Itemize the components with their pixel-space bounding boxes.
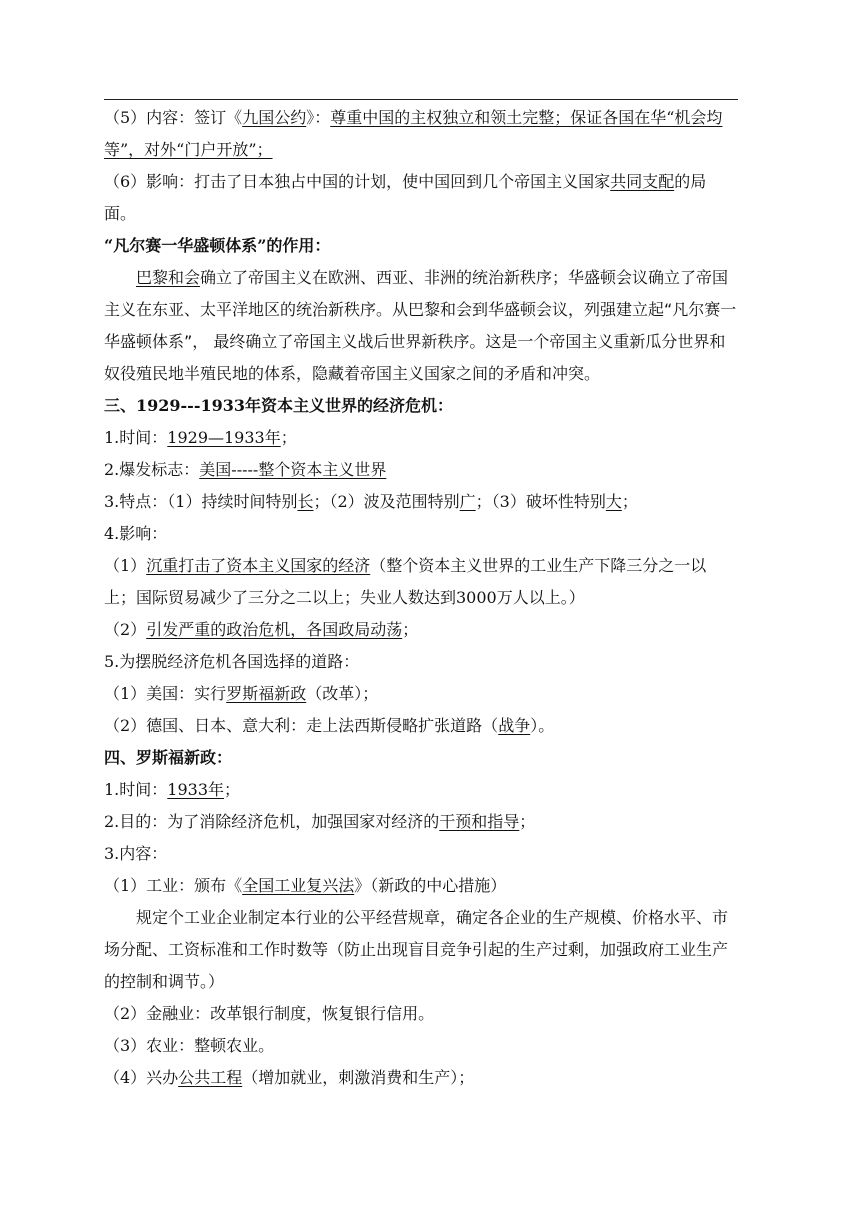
paragraph-r3a (104, 870, 738, 902)
paragraph-c5b (104, 710, 738, 742)
text-run: （1）工业：颁布《 (104, 876, 243, 895)
text-run: 》（新政的中心措施） (354, 876, 507, 895)
text-run: ）。 (530, 716, 555, 735)
text-run: ；（2）波及范围特别 (313, 492, 460, 511)
text-run: 规定个工业企业制定本行业的公平经营规章，确定各企业的生产规模、价格水平、市场分配、工资标准和工作时数等（防止出现盲目竞争引起的生产过剩，加强政府工业生产的控制和调节。） (104, 908, 729, 991)
text-run: （3）农业：整顿农业。 (104, 1036, 275, 1055)
underlined-text: 公共工程 (178, 1068, 243, 1087)
text-run: （2）金融业：改革银行制度，恢复银行信用。 (104, 1004, 435, 1023)
text-run: 2.爆发标志： (104, 460, 200, 479)
paragraph-r3b (104, 998, 738, 1030)
paragraph-c1 (104, 422, 738, 454)
underlined-text: 巴黎和会 (136, 268, 201, 287)
paragraph-c4a (104, 550, 738, 614)
text-run: ； (280, 428, 297, 447)
underlined-text: 大 (605, 492, 622, 511)
text-run: ； (402, 620, 419, 639)
text-run: （1）美国：实行 (104, 684, 227, 703)
underlined-text: 1929—1933年 (167, 428, 281, 447)
text-run: 的局面。 (104, 172, 707, 223)
text-run: ； (224, 780, 241, 799)
text-run: 2.目的：为了消除经济危机，加强国家对经济的 (104, 812, 440, 831)
underlined-text: 美国-----整个资本主义世界 (199, 460, 387, 479)
text-run: 四、罗斯福新政： (104, 748, 233, 767)
paragraph-c3 (104, 486, 738, 518)
paragraph-r3c (104, 1030, 738, 1062)
underlined-text: 尊重中国的主权独立和领土完整；保证各国在华“机会均等”，对外“门户开放”； (104, 108, 723, 159)
text-run: 确立了帝国主义在欧洲、西亚、非洲的统治新秩序；华盛顿会议确立了帝国主义在东亚、太平洋地区的统治新秩序。从巴黎和会到华盛顿会议，列强建立起“凡尔赛一华盛顿体系”， 最终确立了帝国主义战后世界新秩序。这是一个帝国主义重新瓜分世界和奴役殖民地半殖民地的体系，隐藏着帝国主义国家之间的矛盾和冲突。 (104, 268, 737, 383)
paragraph-c5 (104, 646, 738, 678)
underlined-text: 干预和指导 (439, 812, 520, 831)
underlined-text: 共同支配 (610, 172, 675, 191)
text-run: （整个资本主义世界的工业生产下降三分之一以上；国际贸易减少了三分之二以上；失业人数达到3000万人以上。） (104, 556, 707, 607)
text-run: “凡尔赛一华盛顿体系”的作用： (104, 236, 331, 255)
text-run: ； (519, 812, 536, 831)
text-run: （5）内容：签订《 (104, 108, 243, 127)
text-run: ；（3）破坏性特别 (475, 492, 606, 511)
underlined-text: 引发严重的政治危机，各国政局动荡 (146, 620, 403, 639)
paragraph-p6 (104, 166, 738, 230)
text-run: 3.内容： (104, 844, 168, 863)
paragraph-p5 (104, 102, 738, 166)
text-run: 1.时间： (104, 780, 168, 799)
header-rule (104, 99, 738, 100)
text-run: 4.影响： (104, 524, 168, 543)
text-run: （4）兴办 (104, 1068, 179, 1087)
paragraph-r1 (104, 774, 738, 806)
underlined-text: 全国工业复兴法 (242, 876, 355, 895)
underlined-text: 九国公约 (242, 108, 307, 127)
text-run: （2） (104, 620, 147, 639)
paragraph-c4 (104, 518, 738, 550)
text-run: 三、1929---1933年资本主义世界的经济危机： (104, 396, 453, 415)
text-run: ； (621, 492, 638, 511)
paragraph-c5a (104, 678, 738, 710)
underlined-text: 罗斯福新政 (226, 684, 307, 703)
underlined-text: 广 (459, 492, 476, 511)
paragraph-c4b (104, 614, 738, 646)
text-run: 3.特点：（1）持续时间特别 (104, 492, 298, 511)
document-body (104, 102, 738, 1094)
text-run: （增加就业，刺激消费和生产）； (242, 1068, 475, 1087)
paragraph-r3d (104, 1062, 738, 1094)
paragraph-c2 (104, 454, 738, 486)
underlined-text: 战争 (498, 716, 531, 735)
paragraph-r3a_body (104, 902, 738, 998)
underlined-text: 1933年 (167, 780, 225, 799)
text-run: （2）德国、日本、意大利：走上法西斯侵略扩张道路（ (104, 716, 499, 735)
paragraph-r3 (104, 838, 738, 870)
underlined-text: 沉重打击了资本主义国家的经济 (146, 556, 371, 575)
text-run: 》： (306, 108, 331, 127)
paragraph-h_vw (104, 230, 738, 262)
paragraph-h3 (104, 390, 738, 422)
text-run: （1） (104, 556, 147, 575)
text-run: 1.时间： (104, 428, 168, 447)
text-run: （改革）； (306, 684, 379, 703)
underlined-text: 长 (297, 492, 314, 511)
text-run: （6）影响：打击了日本独占中国的计划，使中国回到几个帝国主义国家 (104, 172, 611, 191)
paragraph-h4 (104, 742, 738, 774)
paragraph-vw_body (104, 262, 738, 390)
paragraph-r2 (104, 806, 738, 838)
text-run: 5.为摆脱经济危机各国选择的道路： (104, 652, 360, 671)
